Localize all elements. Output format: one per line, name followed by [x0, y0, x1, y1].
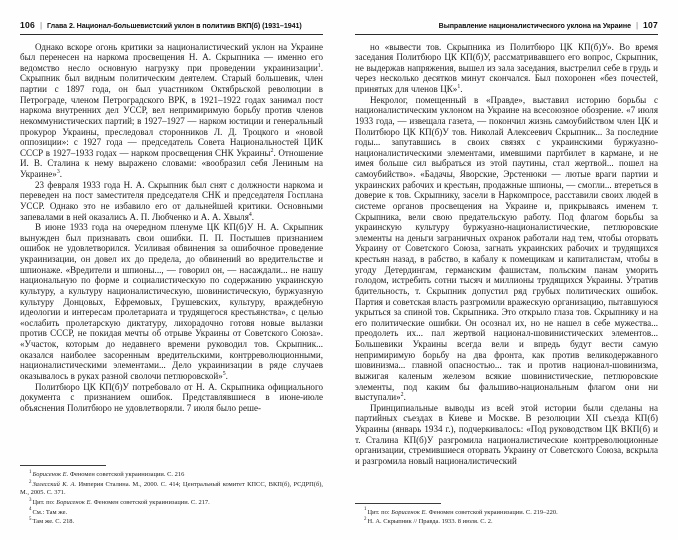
paragraph: Принципиальные выводы из всей этой истории были сделаны на партийных съездах в Киеве и Москве. В резолюции XII съезда КП(б) Украины (январь 1934 г.), подчеркивалось: «Под руководством ЦК ВКП(б) и т. Сталина КП(б)У разгромила националистические контрреволюционные организации, стремившиеся оторвать Украину от Советского Союза, вскрыла и разгромила новый националистический	[355, 402, 658, 466]
footnote: $^4$См.: Там же.	[29, 507, 68, 516]
footnote-rule-right	[355, 503, 441, 504]
footnote: $^2$Залесский К. А. Империя Сталина. М., 2000. С. 414; Центральный комитет КПСС, ВКП(б), РСДРП(б), М., 2005. С. 371.	[20, 480, 324, 497]
page-right	[339, 0, 678, 540]
paragraph: В июне 1933 года на очередном пленуме ЦК КП(б)У Н. А. Скрыпник вынужден был признавать свои ошибки. П. П. Постышев признанием ошибок не удовлетворился. Усиливая обвинения за ошибочное проведение украинизации, он довел их до предела, до обвинений во вредительстве и шпионаже. «Вредители и шпионы..., — говорил он, — насаждали... не нашу национальную по форме и социалистическую по содержанию украинскую культуру, а культуру националистическую, шовинистическую, буржуазную культуру Донцовых, Ефремовых, Грушевских, культуру, враждебную идеологии и интересам пролетариата и трудящегося крестьянства», с целью «ослабить пролетарскую диктатуру, лихорадочно готовя новые вылазки против СССР, не покидая мечты об отрыве Украины от Советского Союза». «Участок, которым до недавнего времени руководил тов. Скрыпник... оказался наиболее засоренным вредительскими, контрреволюционными, националистическими элементами... Дело украинизации в ряде случаев оказывалось в руках разной сволочи петлюровской»$^5$.	[20, 222, 323, 381]
footnote: $^1$Борисенок Е. Феномен советской украинизации. С. 216	[29, 470, 185, 479]
footnote: $^2$Н. А. Скрыпник // Правда. 1933. 8 июля. С. 2.	[364, 517, 493, 526]
folio-number-left: 106	[20, 20, 35, 30]
paragraph: Однако вскоре огонь критики за националистический уклон на Украине был перенесен на наркома просвещения Н. А. Скрыпника — именно его ведомство несло основную нагрузку при проведении украинизации$^1$. Скрыпник был видным политическим деятелем. Старый большевик, член партии с 1897 года, он был участником Октябрьской революции в Петрограде, членом Петроградского ВРК, в 1921–1922 годах занимал пост наркома внутренних дел УССР, вел непримиримую борьбу против членов некоммунистических партий; в 1927–1927 — нарком юстиции и генеральный прокурор Украины, преследовал сторонников Л. Д. Троцкого и «новой оппозиции»: с 1927 года — председатель Совета Национальностей ЦИК СССР в 1927–1933 годах — нарком просвещения СНК Украины$^2$. Отношение И. В. Сталина к нему выражено словами: «вообразил себя Лениным на Украине»$^3$.	[20, 41, 323, 179]
footnote-block-left	[20, 461, 323, 528]
running-head-separator-left: |	[39, 21, 43, 30]
body-text-left	[20, 35, 323, 462]
running-head-separator-right: |	[635, 21, 639, 30]
footnote-rule-left	[20, 465, 106, 466]
running-head-title-right: Выправление националистического уклона на Украине	[438, 22, 631, 30]
body-text-right	[355, 35, 658, 499]
paragraph: Некролог, помещенный в «Правде», выставил историю борьбы с националистическим уклоном на Украине на всесоюзное обозрение. «7 июля 1933 года, — извещала газета, — покончил жизнь самоубийством член ЦК и Политбюро ЦК КП(б)У тов. Николай Алексеевич Скрыпник... За последние годы... запутавшись в своих связях с украинскими буржуазно-националистическими элементами, имевшими партбилет в кармане, и не имея больше сил выбраться из этой паутины, стал жертвой... пошел на самоубийство». «Бадачы, Яворские, Эрстенюки — лютые враги партии и украинских рабочих и крестьян, продажные шпионы, — смогли... втереться в доверие к тов. Скрыпнику, засели в Наркомпросе, расставили своих людей в системе органов просвещения на Украине и, прикрываясь именем т. Скрыпника, вели свою предательскую работу. Под флагом борьбы за украинскую культуру буржуазно-националистические, петлюровские элементы на деньги заграничных охранок работали над тем, чтобы оторвать Украину от Советского Союза, загнать украинских рабочих и трудящихся крестьян назад, в рабство, в кабалу к помещикам и капиталистам, чтобы в угоду Детердингам, германским фашистам, польским панам уморить голодом, истребить сотни тысяч и миллионы трудящихся Украины. Утратив бдительность, т. Скрыпник допустил ряд грубых политических ошибок. Партия и советская власть разгромили вражескую организацию, пытавшуюся укрыться за спиной тов. Скрыпника. Это открыло глаза тов. Скрыпнику и на его политические ошибки. Он осознал их, но не нашел в себе мужества... преодолеть их... пал жертвой национал-шовинистических элементов... Большевики Украины всегда вели и впредь будут вести самую непримиримую борьбу на два фронта, как против великодержавного шовинизма... главной опасностью... так и против национал-шовинизма, выжигая каленым железом всякие шовинистические, петлюровские элементы, под каким бы фальшиво-национальным флагом они ни выступали»$^2$.	[355, 94, 658, 403]
paragraph: Политбюро ЦК КП(б)У потребовало от Н. А. Скрыпника официального документа с признанием ошибок. Представлявшиеся в июне-июле объяснения Политбюро не удовлетворяли. 7 июля было реше-	[20, 381, 323, 413]
footnote: $^3$Цит. по: Борисенок Е. Феномен советской украинизации. С. 217.	[29, 497, 210, 506]
folio-number-right: 107	[643, 20, 658, 30]
footnote: $^1$Цит. по: Борисенок Е. Феномен советской украинизации. С. 219–220.	[364, 507, 558, 516]
paragraph: но «вывести тов. Скрыпника из Политбюро ЦК КП(б)У». Во время заседания Политбюро ЦК КП(б)У, рассматривавшего его вопрос, Скрыпник, не выдержав напряжения, вышел из зала заседания, выстрелил себе в грудь и через несколько десятков минут скончался. Был похоронен «без почестей, принятых для членов ЦК»$^1$.	[355, 41, 658, 94]
running-head-right	[355, 20, 658, 35]
footnote-block-right	[355, 499, 658, 528]
paragraph: 23 февраля 1933 года Н. А. Скрыпник был снят с должности наркома и переведен на пост заместителя председателя СНК и председателя Госплана УССР. Однако это не избавило его от дальнейшей критики. Основными запевалами в ней оказались А. П. Любченко и А. А. Хвыля$^4$.	[20, 179, 323, 222]
running-head-title-left: Глава 2. Национал-большевистский уклон в политикв ВКП(б) (1931–1941)	[47, 22, 302, 30]
footnote: $^5$Там же. С. 218.	[29, 517, 75, 526]
running-head-left	[20, 20, 323, 35]
